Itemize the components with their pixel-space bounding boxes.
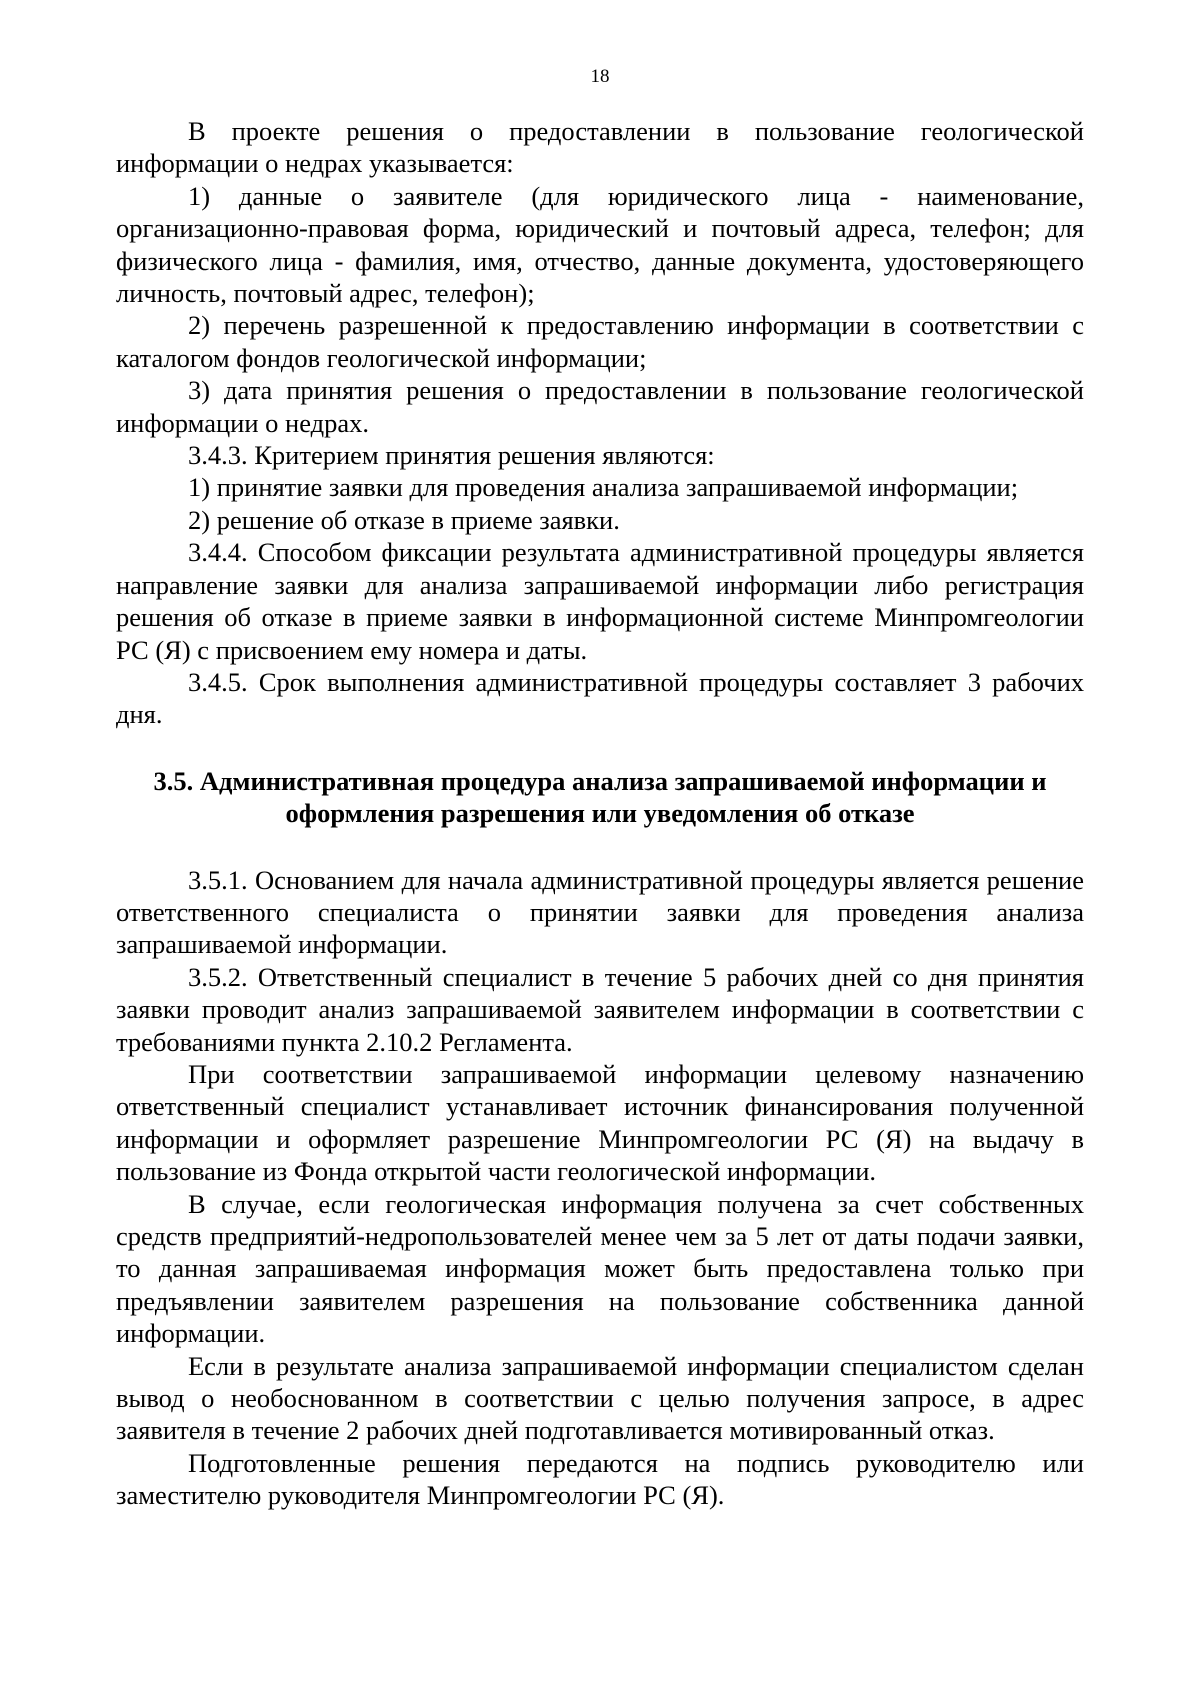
paragraph: В проекте решения о предоставлении в пользование геологической информации о недрах указывается: (116, 116, 1084, 179)
paragraph-own-funds: В случае, если геологическая информация получена за счет собственных средств предприятий-недропользователей менее чем за 5 лет от даты подачи заявки, то данная запрашиваемая информация может быть предоставлена только при предъявлении заявителем разрешения на пользование собственника данной информации. (116, 1188, 1084, 1349)
paragraph-refusal: Если в результате анализа запрашиваемой информации специалистом сделан вывод о необоснованном в соответствии с целью получения запросе, в адрес заявителя в течение 2 рабочих дней подготавливается мотивированный отказ. (116, 1350, 1084, 1446)
list-item-acceptance: 1) принятие заявки для проведения анализа запрашиваемой информации; (188, 472, 1019, 503)
document-body (116, 115, 1084, 1512)
paragraph-compliance: При соответствии запрашиваемой информации целевому назначению ответственный специалист устанавливает источник финансирования полученной информации и оформляет разрешение Минпромгеологии РС (Я) на выдачу в пользование из Фонда открытой части геологической информации. (116, 1058, 1084, 1187)
list-item-info-list: 2) перечень разрешенной к предоставлению информации в соответствии с каталогом фондов геологической информации; (116, 310, 1084, 373)
list-item-refusal: 2) решение об отказе в приеме заявки. (188, 504, 620, 535)
section-heading: 3.5. Административная процедура анализа запрашиваемой информации и оформления разрешения или уведомления об отказе (153, 765, 1047, 829)
list-item-applicant-data: 1) данные о заявителе (для юридического лица - наименование, организационно-правовая форма, юридический и почтовый адреса, телефон; для физического лица - фамилия, имя, отчество, данные документа, удостоверяющего личность, почтовый адрес, телефон); (116, 180, 1084, 309)
paragraph-signature: Подготовленные решения передаются на подпись руководителю или заместителю руководителя Минпромгеологии РС (Я). (116, 1447, 1084, 1511)
clause-3-4-4: 3.4.4. Способом фиксации результата административной процедуры является направление заявки для анализа запрашиваемой информации либо регистрация решения об отказе в приеме заявки в информационной системе Минпромгеологии РС (Я) с присвоением ему номера и даты. (116, 537, 1084, 665)
page-number: 18 (590, 66, 610, 87)
clause-3-4-5: 3.4.5. Срок выполнения административной процедуры составляет 3 рабочих дня. (116, 666, 1084, 730)
clause-3-5-2: 3.5.2. Ответственный специалист в течение 5 рабочих дней со дня принятия заявки проводит анализ запрашиваемой заявителем информации в соответствии с требованиями пункта 2.10.2 Регламента. (116, 961, 1084, 1057)
clause-3-5-1: 3.5.1. Основанием для начала административной процедуры является решение ответственного специалиста о принятии заявки для проведения анализа запрашиваемой информации. (116, 864, 1084, 960)
list-item-decision-date: 3) дата принятия решения о предоставлении в пользование геологической информации о недрах. (116, 375, 1084, 438)
clause-3-4-3: 3.4.3. Критерием принятия решения являются: (188, 440, 715, 471)
